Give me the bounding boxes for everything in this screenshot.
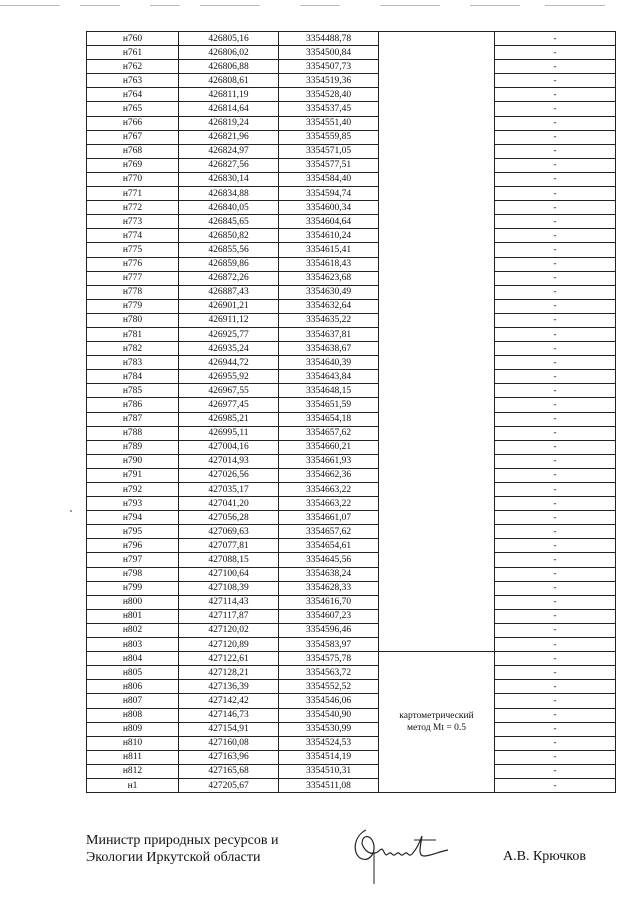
x-coordinate-cell: 426811,19 xyxy=(179,88,279,102)
point-name-cell: н793 xyxy=(87,497,179,511)
accuracy-cell: - xyxy=(495,46,616,60)
y-coordinate-cell: 3354519,36 xyxy=(279,74,379,88)
table-row xyxy=(87,778,616,792)
y-coordinate-cell: 3354661,93 xyxy=(279,454,379,468)
table-row xyxy=(87,764,616,778)
table-row xyxy=(87,581,616,595)
x-coordinate-cell: 427041,20 xyxy=(179,497,279,511)
table-row xyxy=(87,497,616,511)
y-coordinate-cell: 3354596,46 xyxy=(279,623,379,637)
x-coordinate-cell: 426850,82 xyxy=(179,229,279,243)
accuracy-cell: - xyxy=(495,497,616,511)
table-row xyxy=(87,398,616,412)
x-coordinate-cell: 427114,43 xyxy=(179,595,279,609)
table-row xyxy=(87,511,616,525)
y-coordinate-cell: 3354648,15 xyxy=(279,384,379,398)
method-text-line-2: метод Mt = 0.5 xyxy=(406,723,466,734)
x-coordinate-cell: 426901,21 xyxy=(179,299,279,313)
y-coordinate-cell: 3354654,18 xyxy=(279,412,379,426)
accuracy-cell: - xyxy=(495,187,616,201)
x-coordinate-cell: 426944,72 xyxy=(179,356,279,370)
point-name-cell: н789 xyxy=(87,440,179,454)
coordinates-table-body xyxy=(87,32,616,793)
position-line-1: Министр природных ресурсов и xyxy=(86,833,279,848)
accuracy-cell: - xyxy=(495,384,616,398)
x-coordinate-cell: 426855,56 xyxy=(179,243,279,257)
y-coordinate-cell: 3354511,08 xyxy=(279,778,379,792)
table-row xyxy=(87,370,616,384)
x-coordinate-cell: 426967,55 xyxy=(179,384,279,398)
y-coordinate-cell: 3354524,53 xyxy=(279,736,379,750)
accuracy-cell: - xyxy=(495,158,616,172)
point-name-cell: н805 xyxy=(87,666,179,680)
point-name-cell: н763 xyxy=(87,74,179,88)
table-row xyxy=(87,440,616,454)
accuracy-cell: - xyxy=(495,511,616,525)
point-name-cell: н761 xyxy=(87,46,179,60)
accuracy-cell: - xyxy=(495,215,616,229)
accuracy-cell: - xyxy=(495,736,616,750)
x-coordinate-cell: 426808,61 xyxy=(179,74,279,88)
accuracy-cell: - xyxy=(495,652,616,666)
y-coordinate-cell: 3354500,84 xyxy=(279,46,379,60)
x-coordinate-cell: 426834,88 xyxy=(179,187,279,201)
y-coordinate-cell: 3354510,31 xyxy=(279,764,379,778)
table-row xyxy=(87,201,616,215)
x-coordinate-cell: 426935,24 xyxy=(179,342,279,356)
x-coordinate-cell: 427014,93 xyxy=(179,454,279,468)
x-coordinate-cell: 426830,14 xyxy=(179,172,279,186)
table-row xyxy=(87,102,616,116)
point-name-cell: н774 xyxy=(87,229,179,243)
table-row xyxy=(87,313,616,327)
point-name-cell: н771 xyxy=(87,187,179,201)
y-coordinate-cell: 3354540,90 xyxy=(279,708,379,722)
x-coordinate-cell: 427004,16 xyxy=(179,440,279,454)
y-coordinate-cell: 3354635,22 xyxy=(279,313,379,327)
accuracy-cell: - xyxy=(495,229,616,243)
x-coordinate-cell: 426955,92 xyxy=(179,370,279,384)
accuracy-cell: - xyxy=(495,483,616,497)
accuracy-cell: - xyxy=(495,285,616,299)
table-row xyxy=(87,736,616,750)
point-name-cell: н1 xyxy=(87,778,179,792)
table-row xyxy=(87,285,616,299)
x-coordinate-cell: 426995,11 xyxy=(179,426,279,440)
accuracy-cell: - xyxy=(495,539,616,553)
point-name-cell: н808 xyxy=(87,708,179,722)
y-coordinate-cell: 3354507,73 xyxy=(279,60,379,74)
x-coordinate-cell: 427069,63 xyxy=(179,525,279,539)
table-row xyxy=(87,32,616,46)
y-coordinate-cell: 3354623,68 xyxy=(279,271,379,285)
table-row xyxy=(87,454,616,468)
accuracy-cell: - xyxy=(495,257,616,271)
scan-speck xyxy=(70,510,72,512)
accuracy-cell: - xyxy=(495,201,616,215)
method-cell-upper xyxy=(379,32,495,652)
point-name-cell: н778 xyxy=(87,285,179,299)
point-name-cell: н780 xyxy=(87,313,179,327)
y-coordinate-cell: 3354551,40 xyxy=(279,116,379,130)
point-name-cell: н776 xyxy=(87,257,179,271)
accuracy-cell: - xyxy=(495,778,616,792)
table-row xyxy=(87,384,616,398)
table-row xyxy=(87,46,616,60)
point-name-cell: н787 xyxy=(87,412,179,426)
accuracy-cell: - xyxy=(495,694,616,708)
y-coordinate-cell: 3354552,52 xyxy=(279,680,379,694)
point-name-cell: н796 xyxy=(87,539,179,553)
table-row xyxy=(87,638,616,652)
table-row xyxy=(87,666,616,680)
y-coordinate-cell: 3354546,06 xyxy=(279,694,379,708)
point-name-cell: н773 xyxy=(87,215,179,229)
table-row xyxy=(87,342,616,356)
table-row xyxy=(87,271,616,285)
y-coordinate-cell: 3354640,39 xyxy=(279,356,379,370)
y-coordinate-cell: 3354643,84 xyxy=(279,370,379,384)
table-row xyxy=(87,187,616,201)
y-coordinate-cell: 3354657,62 xyxy=(279,525,379,539)
x-coordinate-cell: 426887,43 xyxy=(179,285,279,299)
accuracy-cell: - xyxy=(495,130,616,144)
x-coordinate-cell: 426806,88 xyxy=(179,60,279,74)
x-coordinate-cell: 426859,86 xyxy=(179,257,279,271)
y-coordinate-cell: 3354604,64 xyxy=(279,215,379,229)
table-row xyxy=(87,130,616,144)
accuracy-cell: - xyxy=(495,666,616,680)
point-name-cell: н786 xyxy=(87,398,179,412)
accuracy-cell: - xyxy=(495,609,616,623)
point-name-cell: н766 xyxy=(87,116,179,130)
point-name-cell: н760 xyxy=(87,32,179,46)
x-coordinate-cell: 427128,21 xyxy=(179,666,279,680)
table-row xyxy=(87,694,616,708)
point-name-cell: н812 xyxy=(87,764,179,778)
point-name-cell: н795 xyxy=(87,525,179,539)
method-cell xyxy=(379,652,495,793)
accuracy-cell: - xyxy=(495,581,616,595)
accuracy-cell: - xyxy=(495,243,616,257)
point-name-cell: н807 xyxy=(87,694,179,708)
table-row xyxy=(87,652,616,666)
y-coordinate-cell: 3354638,67 xyxy=(279,342,379,356)
x-coordinate-cell: 427146,73 xyxy=(179,708,279,722)
point-name-cell: н809 xyxy=(87,722,179,736)
accuracy-cell: - xyxy=(495,525,616,539)
accuracy-cell: - xyxy=(495,370,616,384)
table-row xyxy=(87,468,616,482)
x-coordinate-cell: 426985,21 xyxy=(179,412,279,426)
accuracy-cell: - xyxy=(495,32,616,46)
accuracy-cell: - xyxy=(495,750,616,764)
point-name-cell: н784 xyxy=(87,370,179,384)
y-coordinate-cell: 3354583,97 xyxy=(279,638,379,652)
method-text-line-1: картометрический xyxy=(399,711,474,722)
accuracy-cell: - xyxy=(495,454,616,468)
y-coordinate-cell: 3354662,36 xyxy=(279,468,379,482)
x-coordinate-cell: 426805,16 xyxy=(179,32,279,46)
point-name-cell: н798 xyxy=(87,567,179,581)
y-coordinate-cell: 3354663,22 xyxy=(279,497,379,511)
table-row xyxy=(87,412,616,426)
accuracy-cell: - xyxy=(495,172,616,186)
accuracy-cell: - xyxy=(495,412,616,426)
y-coordinate-cell: 3354528,40 xyxy=(279,88,379,102)
y-coordinate-cell: 3354571,05 xyxy=(279,144,379,158)
x-coordinate-cell: 427088,15 xyxy=(179,553,279,567)
x-coordinate-cell: 427122,61 xyxy=(179,652,279,666)
x-coordinate-cell: 426840,05 xyxy=(179,201,279,215)
accuracy-cell: - xyxy=(495,88,616,102)
accuracy-cell: - xyxy=(495,440,616,454)
x-coordinate-cell: 426911,12 xyxy=(179,313,279,327)
point-name-cell: н765 xyxy=(87,102,179,116)
x-coordinate-cell: 426827,56 xyxy=(179,158,279,172)
y-coordinate-cell: 3354530,99 xyxy=(279,722,379,736)
accuracy-cell: - xyxy=(495,623,616,637)
accuracy-cell: - xyxy=(495,638,616,652)
table-row xyxy=(87,215,616,229)
x-coordinate-cell: 427160,08 xyxy=(179,736,279,750)
y-coordinate-cell: 3354559,85 xyxy=(279,130,379,144)
x-coordinate-cell: 426814,64 xyxy=(179,102,279,116)
accuracy-cell: - xyxy=(495,708,616,722)
x-coordinate-cell: 426845,65 xyxy=(179,215,279,229)
accuracy-cell: - xyxy=(495,74,616,88)
table-row xyxy=(87,243,616,257)
point-name-cell: н797 xyxy=(87,553,179,567)
point-name-cell: н779 xyxy=(87,299,179,313)
point-name-cell: н777 xyxy=(87,271,179,285)
accuracy-cell: - xyxy=(495,327,616,341)
accuracy-cell: - xyxy=(495,299,616,313)
x-coordinate-cell: 427026,56 xyxy=(179,468,279,482)
point-name-cell: н790 xyxy=(87,454,179,468)
table-row xyxy=(87,750,616,764)
y-coordinate-cell: 3354607,23 xyxy=(279,609,379,623)
point-name-cell: н775 xyxy=(87,243,179,257)
y-coordinate-cell: 3354616,70 xyxy=(279,595,379,609)
x-coordinate-cell: 427108,39 xyxy=(179,581,279,595)
x-coordinate-cell: 426925,77 xyxy=(179,327,279,341)
y-coordinate-cell: 3354618,43 xyxy=(279,257,379,271)
y-coordinate-cell: 3354615,41 xyxy=(279,243,379,257)
x-coordinate-cell: 427077,81 xyxy=(179,539,279,553)
accuracy-cell: - xyxy=(495,356,616,370)
signatory-name: А.В. Крючков xyxy=(503,849,586,864)
handwritten-signature xyxy=(344,822,464,892)
x-coordinate-cell: 427120,89 xyxy=(179,638,279,652)
point-name-cell: н802 xyxy=(87,623,179,637)
y-coordinate-cell: 3354637,81 xyxy=(279,327,379,341)
point-name-cell: н764 xyxy=(87,88,179,102)
y-coordinate-cell: 3354594,74 xyxy=(279,187,379,201)
accuracy-cell: - xyxy=(495,271,616,285)
table-row xyxy=(87,708,616,722)
table-row xyxy=(87,172,616,186)
x-coordinate-cell: 427117,87 xyxy=(179,609,279,623)
accuracy-cell: - xyxy=(495,567,616,581)
y-coordinate-cell: 3354575,78 xyxy=(279,652,379,666)
table-row xyxy=(87,609,616,623)
y-coordinate-cell: 3354610,24 xyxy=(279,229,379,243)
x-coordinate-cell: 427163,96 xyxy=(179,750,279,764)
y-coordinate-cell: 3354584,40 xyxy=(279,172,379,186)
x-coordinate-cell: 427035,17 xyxy=(179,483,279,497)
point-name-cell: н768 xyxy=(87,144,179,158)
table-row xyxy=(87,257,616,271)
y-coordinate-cell: 3354488,78 xyxy=(279,32,379,46)
table-row xyxy=(87,525,616,539)
table-row xyxy=(87,74,616,88)
accuracy-cell: - xyxy=(495,722,616,736)
x-coordinate-cell: 426872,26 xyxy=(179,271,279,285)
x-coordinate-cell: 426819,24 xyxy=(179,116,279,130)
x-coordinate-cell: 427142,42 xyxy=(179,694,279,708)
point-name-cell: н785 xyxy=(87,384,179,398)
x-coordinate-cell: 427100,64 xyxy=(179,567,279,581)
accuracy-cell: - xyxy=(495,680,616,694)
y-coordinate-cell: 3354654,61 xyxy=(279,539,379,553)
point-name-cell: н770 xyxy=(87,172,179,186)
point-name-cell: н800 xyxy=(87,595,179,609)
point-name-cell: н804 xyxy=(87,652,179,666)
point-name-cell: н772 xyxy=(87,201,179,215)
signatory-position xyxy=(86,832,278,866)
accuracy-cell: - xyxy=(495,553,616,567)
point-name-cell: н801 xyxy=(87,609,179,623)
accuracy-cell: - xyxy=(495,116,616,130)
y-coordinate-cell: 3354663,22 xyxy=(279,483,379,497)
point-name-cell: н811 xyxy=(87,750,179,764)
table-row xyxy=(87,88,616,102)
coordinates-table xyxy=(86,31,616,793)
x-coordinate-cell: 427136,39 xyxy=(179,680,279,694)
x-coordinate-cell: 427165,68 xyxy=(179,764,279,778)
x-coordinate-cell: 427120,02 xyxy=(179,623,279,637)
y-coordinate-cell: 3354577,51 xyxy=(279,158,379,172)
x-coordinate-cell: 426977,45 xyxy=(179,398,279,412)
x-coordinate-cell: 427154,91 xyxy=(179,722,279,736)
table-row xyxy=(87,60,616,74)
point-name-cell: н762 xyxy=(87,60,179,74)
point-name-cell: н781 xyxy=(87,327,179,341)
table-row xyxy=(87,229,616,243)
y-coordinate-cell: 3354657,62 xyxy=(279,426,379,440)
table-row xyxy=(87,116,616,130)
accuracy-cell: - xyxy=(495,102,616,116)
table-row xyxy=(87,356,616,370)
y-coordinate-cell: 3354661,07 xyxy=(279,511,379,525)
point-name-cell: н783 xyxy=(87,356,179,370)
x-coordinate-cell: 426821,96 xyxy=(179,130,279,144)
table-row xyxy=(87,539,616,553)
point-name-cell: н799 xyxy=(87,581,179,595)
accuracy-cell: - xyxy=(495,468,616,482)
point-name-cell: н810 xyxy=(87,736,179,750)
table-row xyxy=(87,299,616,313)
point-name-cell: н806 xyxy=(87,680,179,694)
point-name-cell: н791 xyxy=(87,468,179,482)
accuracy-cell: - xyxy=(495,144,616,158)
y-coordinate-cell: 3354645,56 xyxy=(279,553,379,567)
x-coordinate-cell: 426824,97 xyxy=(179,144,279,158)
y-coordinate-cell: 3354600,34 xyxy=(279,201,379,215)
point-name-cell: н794 xyxy=(87,511,179,525)
table-row xyxy=(87,595,616,609)
y-coordinate-cell: 3354651,59 xyxy=(279,398,379,412)
table-row xyxy=(87,144,616,158)
y-coordinate-cell: 3354632,64 xyxy=(279,299,379,313)
point-name-cell: н803 xyxy=(87,638,179,652)
y-coordinate-cell: 3354638,24 xyxy=(279,567,379,581)
table-row xyxy=(87,426,616,440)
accuracy-cell: - xyxy=(495,426,616,440)
point-name-cell: н788 xyxy=(87,426,179,440)
table-row xyxy=(87,722,616,736)
page-top-edge xyxy=(0,0,640,10)
table-row xyxy=(87,623,616,637)
y-coordinate-cell: 3354628,33 xyxy=(279,581,379,595)
accuracy-cell: - xyxy=(495,764,616,778)
table-row xyxy=(87,327,616,341)
point-name-cell: н767 xyxy=(87,130,179,144)
point-name-cell: н792 xyxy=(87,483,179,497)
accuracy-cell: - xyxy=(495,342,616,356)
accuracy-cell: - xyxy=(495,313,616,327)
y-coordinate-cell: 3354630,49 xyxy=(279,285,379,299)
x-coordinate-cell: 427056,28 xyxy=(179,511,279,525)
x-coordinate-cell: 427205,67 xyxy=(179,778,279,792)
accuracy-cell: - xyxy=(495,398,616,412)
accuracy-cell: - xyxy=(495,60,616,74)
point-name-cell: н782 xyxy=(87,342,179,356)
table-row xyxy=(87,483,616,497)
point-name-cell: н769 xyxy=(87,158,179,172)
x-coordinate-cell: 426806,02 xyxy=(179,46,279,60)
table-row xyxy=(87,158,616,172)
y-coordinate-cell: 3354537,45 xyxy=(279,102,379,116)
table-row xyxy=(87,553,616,567)
table-row xyxy=(87,680,616,694)
table-row xyxy=(87,567,616,581)
position-line-2: Экологии Иркутской области xyxy=(86,850,261,865)
accuracy-cell: - xyxy=(495,595,616,609)
y-coordinate-cell: 3354514,19 xyxy=(279,750,379,764)
y-coordinate-cell: 3354563,72 xyxy=(279,666,379,680)
y-coordinate-cell: 3354660,21 xyxy=(279,440,379,454)
